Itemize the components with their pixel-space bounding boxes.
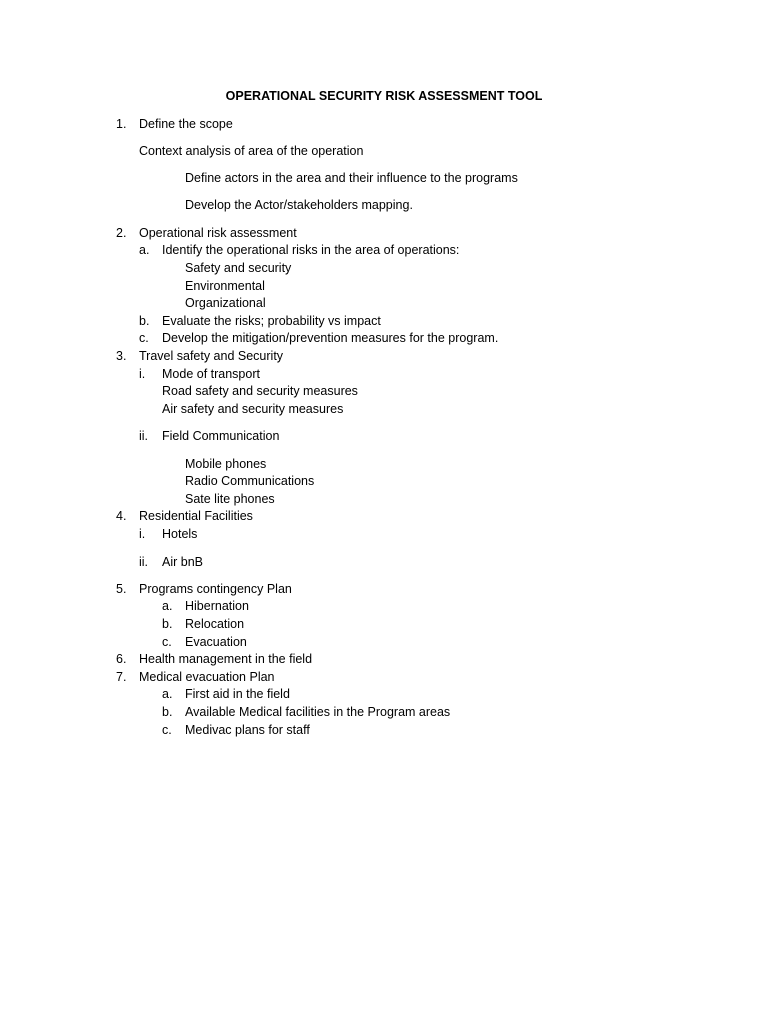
list-item: Operational risk assessment	[139, 226, 297, 240]
list-marker: 4.	[116, 509, 127, 523]
list-item: Mode of transport	[162, 367, 260, 381]
list-item: Relocation	[185, 617, 245, 631]
list-marker: b.	[139, 314, 150, 328]
list-item: Identify the operational risks in the area of operations:	[162, 243, 460, 257]
list-marker: 6.	[116, 652, 127, 666]
list-marker: 1.	[116, 117, 127, 131]
list-item: Available Medical facilities in the Program areas	[185, 705, 451, 719]
list-item: Programs contingency Plan	[139, 582, 292, 596]
list-item: Road safety and security measures	[162, 384, 358, 398]
list-item: Context analysis of area of the operation	[139, 144, 364, 158]
list-item: Hotels	[162, 527, 198, 541]
list-item: Evacuation	[185, 635, 247, 649]
list-item: Residential Facilities	[139, 509, 253, 523]
list-item: Health management in the field	[139, 652, 313, 666]
list-item: Evaluate the risks; probability vs impact	[162, 314, 381, 328]
list-marker: b.	[162, 705, 173, 719]
list-item: Field Communication	[162, 429, 280, 443]
list-marker: 2.	[116, 226, 127, 240]
list-item: First aid in the field	[185, 687, 290, 701]
list-marker: i.	[139, 527, 146, 541]
list-item: Define the scope	[139, 117, 233, 131]
list-item: Organizational	[185, 296, 266, 310]
list-item: Air bnB	[162, 555, 203, 569]
list-marker: b.	[162, 617, 173, 631]
list-marker: a.	[139, 243, 150, 257]
list-item: Medivac plans for staff	[185, 723, 310, 737]
list-marker: ii.	[139, 555, 149, 569]
list-item: Environmental	[185, 279, 265, 293]
list-marker: 7.	[116, 670, 127, 684]
list-marker: c.	[162, 635, 172, 649]
document-title: OPERATIONAL SECURITY RISK ASSESSMENT TOOL	[225, 89, 543, 103]
list-item: Develop the Actor/stakeholders mapping.	[185, 198, 413, 212]
list-marker: ii.	[139, 429, 149, 443]
list-marker: 5.	[116, 582, 127, 596]
list-item: Define actors in the area and their influence to the programs	[185, 171, 518, 185]
list-item: Radio Communications	[185, 474, 315, 488]
list-marker: a.	[162, 687, 173, 701]
list-item: Travel safety and Security	[139, 349, 284, 363]
list-marker: c.	[139, 331, 149, 345]
list-item: Air safety and security measures	[162, 402, 344, 416]
list-item: Hibernation	[185, 599, 249, 613]
list-marker: a.	[162, 599, 173, 613]
list-item: Medical evacuation Plan	[139, 670, 275, 684]
list-item: Develop the mitigation/prevention measures for the program.	[162, 331, 499, 345]
list-item: Safety and security	[185, 261, 292, 275]
list-item: Sate lite phones	[185, 492, 275, 506]
list-marker: c.	[162, 723, 172, 737]
list-item: Mobile phones	[185, 457, 267, 471]
list-marker: 3.	[116, 349, 127, 363]
list-marker: i.	[139, 367, 146, 381]
